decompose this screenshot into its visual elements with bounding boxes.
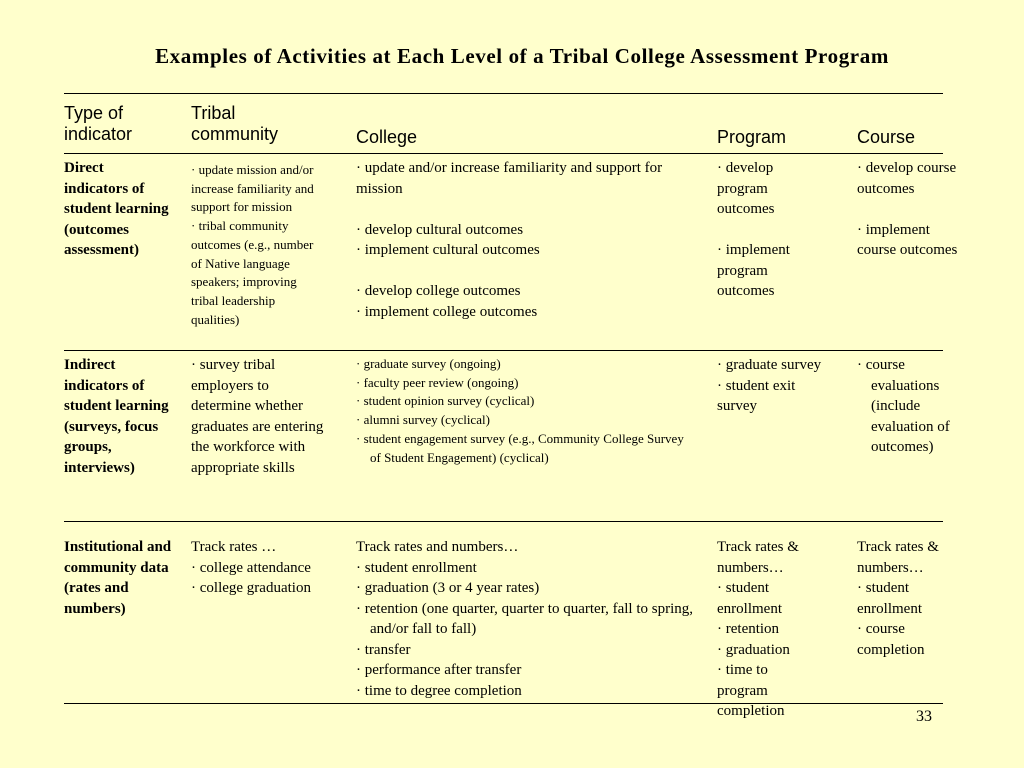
list-item: Track rates & numbers… [857, 539, 939, 576]
list-item: · student opinion survey (cyclical) [356, 393, 535, 409]
cell-institutional-course [857, 537, 962, 660]
row-label-indirect: Indirect indicators of student learning (surveys, focus groups, interviews) [64, 357, 169, 476]
list-item: · graduate survey (ongoing) [356, 356, 501, 371]
list-item: · college graduation [191, 580, 311, 596]
header-type-of-indicator: Type of indicator [64, 103, 133, 144]
list-item: · time to degree completion [356, 682, 522, 699]
list-item: · student engagement survey (e.g., Community College Survey of Student Engagement) (cyclical) [356, 430, 684, 465]
cell-institutional-college [356, 537, 696, 701]
cell-institutional-tribal [191, 537, 311, 599]
list-item: Track rates & numbers… [717, 539, 799, 576]
list-item: · develop program outcomes [717, 160, 775, 217]
slide-title: Examples of Activities at Each Level of a Tribal College Assessment Program [155, 44, 889, 68]
list-item: · alumni survey (cyclical) [356, 412, 490, 428]
list-item: · graduation [717, 641, 790, 658]
list-item: · time to program completion [717, 662, 785, 719]
list-item: · implement program outcomes [717, 242, 790, 299]
rule-row1 [64, 350, 943, 351]
rule-header [64, 153, 943, 154]
list-item: · course evaluations (include evaluation of outcomes) [857, 357, 950, 455]
list-item: · implement college outcomes [356, 303, 538, 320]
rule-row2 [64, 521, 943, 522]
header-tribal-community: Tribal community [191, 103, 279, 144]
header-program: Program [717, 127, 787, 147]
list-item: · transfer [356, 641, 411, 658]
rule-bottom [64, 703, 943, 704]
cell-direct-tribal [191, 161, 326, 329]
list-item: · develop course outcomes [857, 160, 957, 197]
list-item: · faculty peer review (ongoing) [356, 374, 519, 390]
list-item: · survey tribal employers to determine whether graduates are entering the workforce with appropriate skills [191, 357, 324, 476]
list-item: · college attendance [191, 559, 311, 576]
list-item: Track rates … [191, 539, 277, 555]
cell-direct-college [356, 158, 696, 322]
cell-direct-course [857, 158, 962, 261]
list-item: · student enrollment [857, 580, 922, 617]
row-label-direct: Direct indicators of student learning (outcomes assessment) [64, 160, 169, 258]
cell-indirect-program [717, 355, 822, 417]
header-course: Course [857, 127, 916, 147]
list-item: · student enrollment [356, 559, 477, 576]
rule-top [64, 93, 943, 94]
list-item: · implement course outcomes [857, 221, 958, 258]
list-item: · develop college outcomes [356, 283, 521, 299]
list-item: · retention [717, 621, 780, 637]
list-item: · graduation (3 or 4 year rates) [356, 580, 540, 596]
cell-indirect-course [857, 355, 972, 458]
list-item: · develop cultural outcomes [356, 221, 524, 238]
header-college: College [356, 127, 418, 147]
cell-institutional-program [717, 537, 822, 722]
list-item: · tribal community outcomes (e.g., number of Native language speakers; improving tribal leadership qualities) [191, 218, 314, 327]
row-label-institutional: Institutional and community data (rates and numbers) [64, 539, 172, 617]
list-item: · retention (one quarter, quarter to quarter, fall to spring, and/or fall to fall) [356, 600, 694, 637]
list-item: · student enrollment [717, 580, 782, 617]
list-item: · graduate survey [717, 357, 822, 373]
list-item: · course completion [857, 621, 925, 658]
page-number: 33 [916, 708, 932, 725]
cell-direct-program [717, 158, 822, 302]
list-item: · update mission and/or increase familiarity and support for mission [191, 162, 314, 215]
list-item: · implement cultural outcomes [356, 242, 540, 258]
list-item: · performance after transfer [356, 662, 522, 678]
list-item: Track rates and numbers… [356, 539, 519, 555]
cell-indirect-tribal [191, 355, 331, 478]
list-item: · student exit survey [717, 377, 796, 414]
list-item: · update and/or increase familiarity and support for mission [356, 160, 663, 197]
cell-indirect-college [356, 355, 696, 467]
